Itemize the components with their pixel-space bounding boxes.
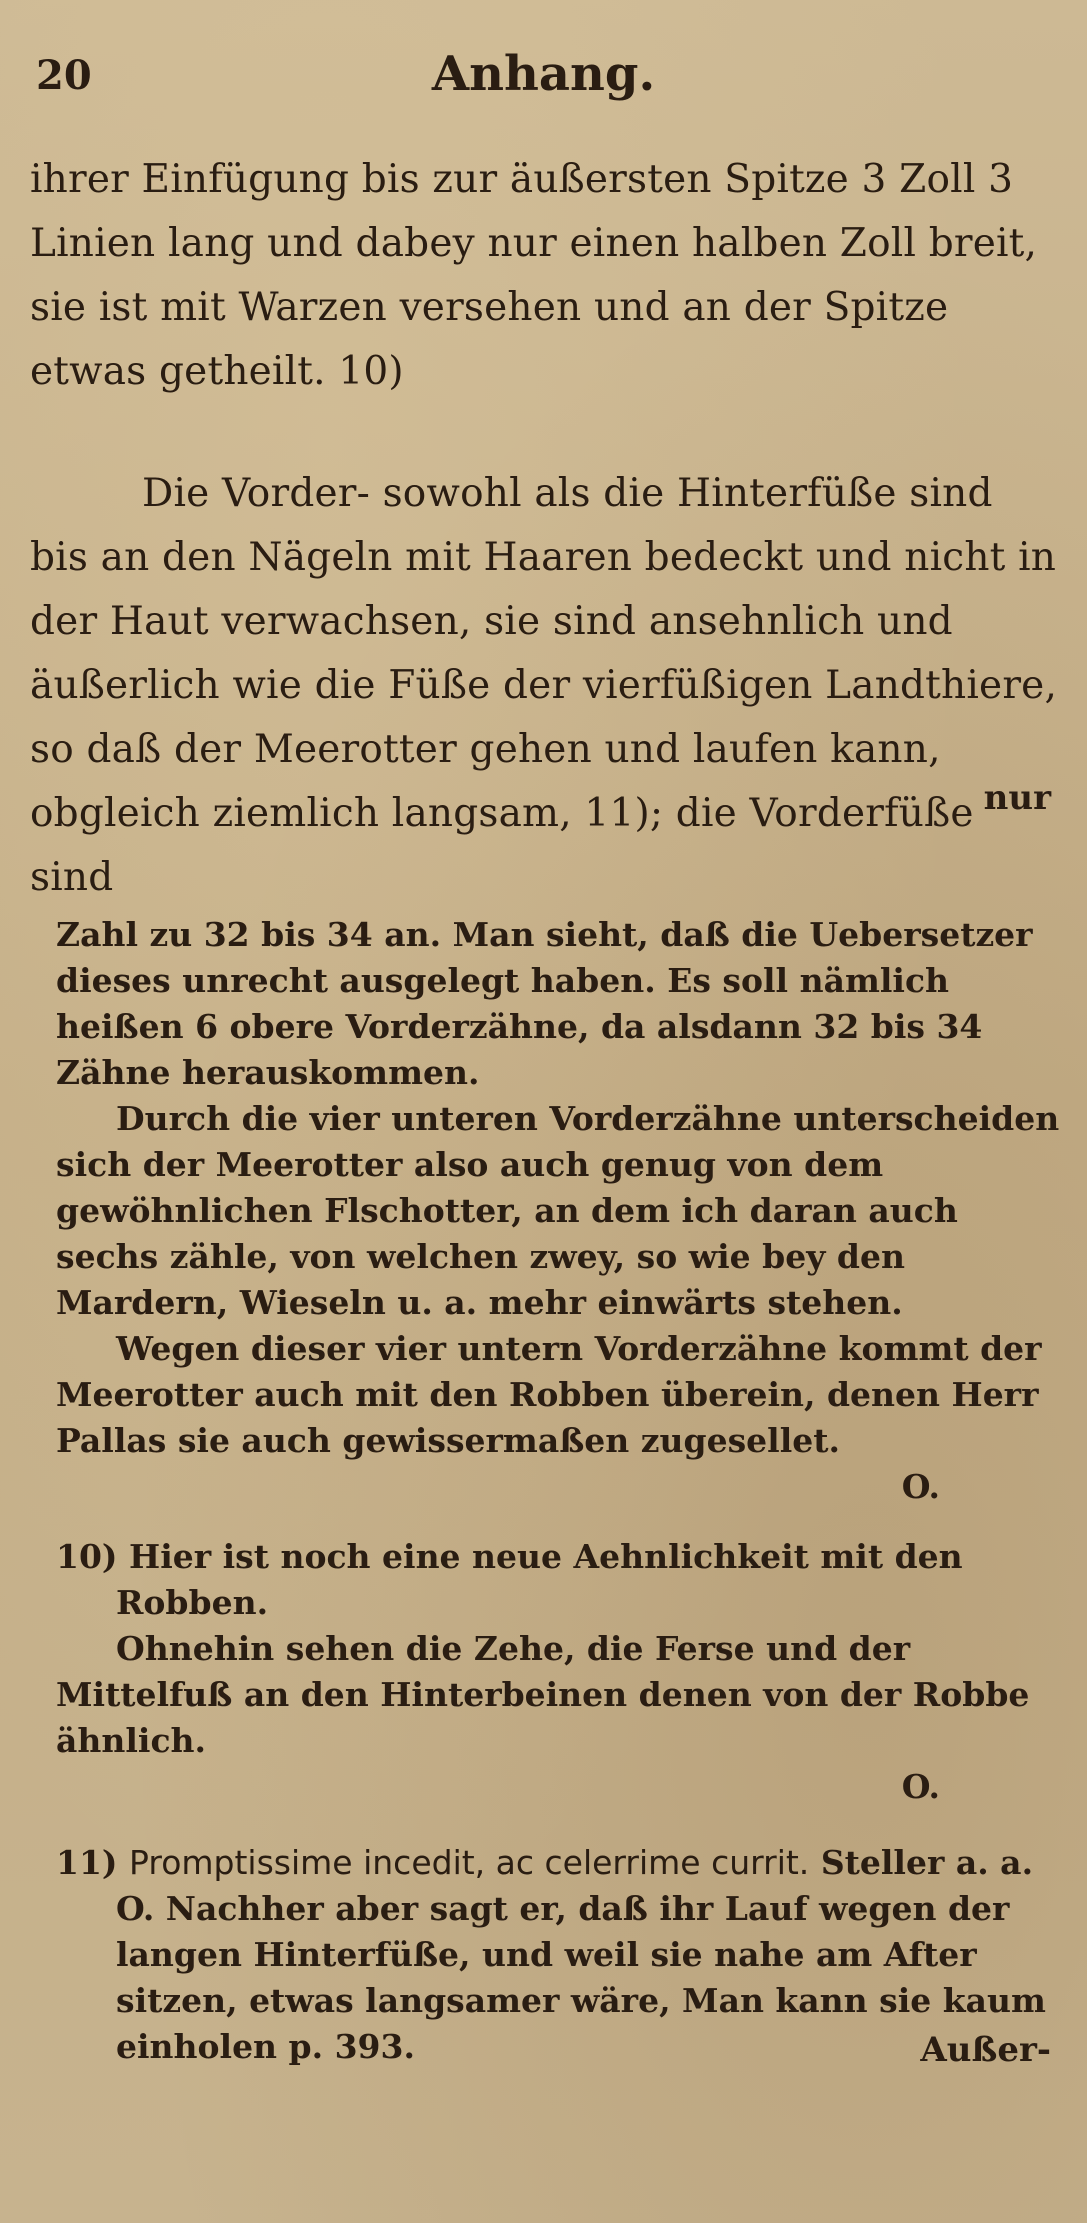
footnote-signature: O.	[901, 1467, 940, 1506]
page-number: 20	[36, 52, 92, 99]
footnote-11-latin-quote: Promptissime incedit, ac celerrime currit.	[129, 1843, 810, 1882]
footnote-10-continuation: Ohnehin sehen die Zehe, die Ferse und der Mittelfuß an den Hinterbeinen denen von der Robbe ähnlich.	[56, 1629, 1030, 1760]
footnote-paragraph: Wegen dieser vier untern Vorderzähne kommt der Meerotter auch mit den Robben überein, denen Herr Pallas sie auch gewissermaßen zugesellet.	[56, 1329, 1042, 1460]
catchword-main: nur	[983, 778, 1051, 818]
main-paragraph-2: Die Vorder- sowohl als die Hinterfüße sind bis an den Nägeln mit Haaren bedeckt und nicht in der Haut verwachsen, sie sind ansehnlich und äußerlich wie die Füße der vierfüßigen Landthiere, so daß der Meerotter gehen und laufen kann, obgleich ziemlich langsam, 11); die Vorderfüße sind	[30, 471, 1058, 900]
footnote-signature: O.	[901, 1767, 940, 1806]
running-head: Anhang.	[431, 46, 656, 102]
main-paragraph-1: ihrer Einfügung bis zur äußersten Spitze 3 Zoll 3 Linien lang und dabey nur einen halben Zoll breit, sie ist mit Warzen versehen und an der Spitze etwas getheilt. 10)	[30, 157, 1038, 394]
footnote-paragraph: Durch die vier unteren Vorderzähne unterscheiden sich der Meerotter also auch genug von dem gewöhnlichen Flschotter, an dem ich daran auch sechs zähle, von welchen zwey, so wie bey den Mardern, Wieseln u. a. mehr einwärts stehen.	[56, 1099, 1060, 1322]
footnote-continuation: Zahl zu 32 bis 34 an. Man sieht, daß die Uebersetzer dieses unrecht ausgelegt haben. Es soll nämlich heißen 6 obere Vorderzähne, da alsdann 32 bis 34 Zähne herauskommen.	[56, 915, 1033, 1092]
main-text	[30, 148, 1060, 910]
footnote-11-number: 11)	[56, 1843, 118, 1882]
page-header	[36, 40, 1051, 110]
catchword-footnotes: Außer-	[920, 2030, 1051, 2070]
footnote-10: 10) Hier ist noch eine neue Aehnlichkeit mit den Robben.	[56, 1537, 963, 1622]
footnote-11	[56, 1840, 1060, 2070]
footnotes	[56, 912, 1060, 2070]
footnote-11-text: Steller a. a. O. Nachher aber sagt er, daß ihr Lauf wegen der langen Hinterfüße, und weil sie nahe am After sitzen, etwas langsamer wäre, Man kann sie kaum einholen p. 393.	[116, 1843, 1046, 2066]
